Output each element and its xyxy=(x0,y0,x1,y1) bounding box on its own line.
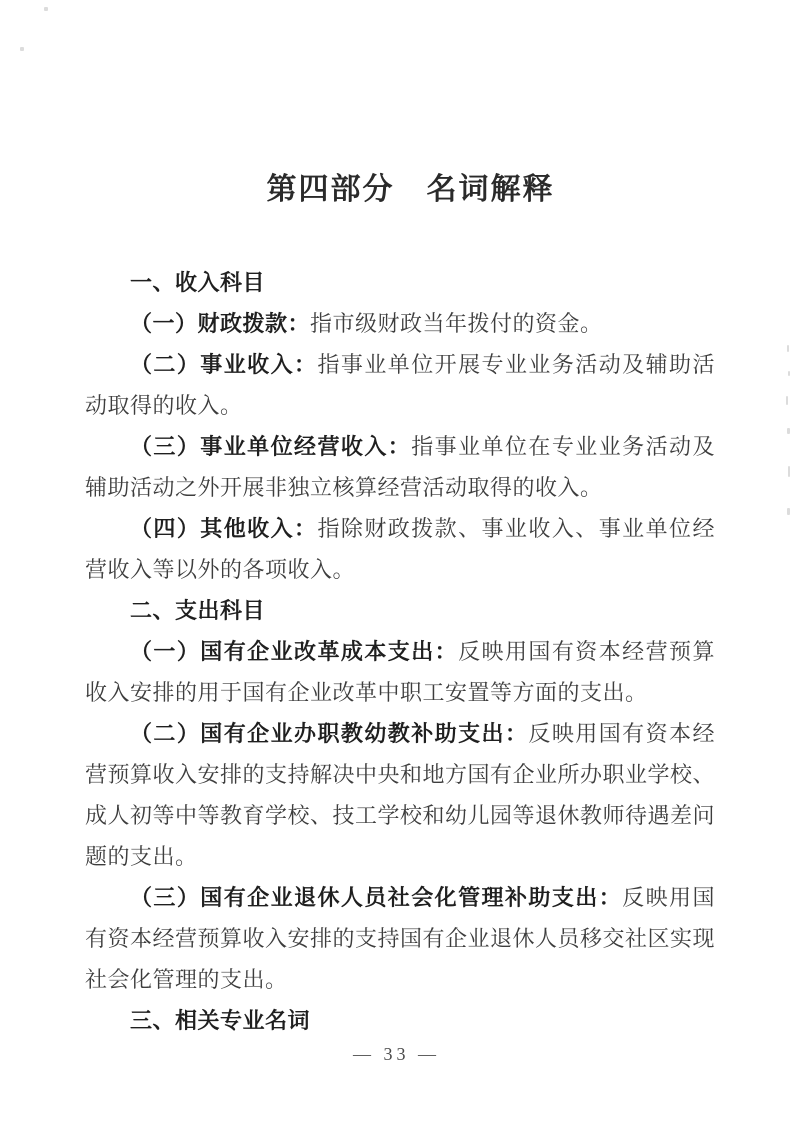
section-heading-professional-terms: 三、相关专业名词 xyxy=(130,1008,311,1033)
term-label: （三）国有企业退休人员社会化管理补助支出： xyxy=(130,885,623,910)
scan-artifact xyxy=(787,508,790,515)
term-definition: 指市级财政当年拨付的资金。 xyxy=(310,311,603,336)
scan-artifact xyxy=(44,7,48,11)
term-label: （三）事业单位经营收入： xyxy=(130,434,412,459)
scan-artifact xyxy=(20,47,24,51)
term-label: （一）财政拨款： xyxy=(130,311,311,336)
page-title: 第四部分 名词解释 xyxy=(266,173,555,206)
term-item xyxy=(85,303,715,344)
term-item xyxy=(85,344,715,426)
scan-artifact xyxy=(788,371,790,376)
content-area xyxy=(85,262,715,1041)
section-heading-expenditure: 二、支出科目 xyxy=(130,598,266,623)
scan-artifact xyxy=(787,345,789,352)
term-definition: 指事业单位在专业业务活动及辅助活动之外开展非独立核算经营活动取得的收入。 xyxy=(85,434,715,500)
term-item xyxy=(85,426,715,508)
term-item xyxy=(85,631,715,713)
section-heading-income: 一、收入科目 xyxy=(130,270,266,295)
scan-artifact xyxy=(786,396,788,405)
term-definition: 指除财政拨款、事业收入、事业单位经营收入等以外的各项收入。 xyxy=(85,516,715,582)
term-item xyxy=(85,877,715,1000)
term-label: （四）其他收入： xyxy=(130,516,318,541)
term-definition: 反映用国有资本经营预算收入安排的支持解决中央和地方国有企业所办职业学校、成人初等中等教育学校、技工学校和幼儿园等退休教师待遇差问题的支出。 xyxy=(85,721,716,869)
page-number: — 33 — xyxy=(353,1044,440,1064)
term-definition: 反映用国有资本经营预算收入安排的支持国有企业退休人员移交社区实现社会化管理的支出。 xyxy=(85,885,716,992)
term-definition: 反映用国有资本经营预算收入安排的用于国有企业改革中职工安置等方面的支出。 xyxy=(85,639,715,705)
term-item xyxy=(85,508,715,590)
term-item xyxy=(85,713,715,877)
term-definition: 指事业单位开展专业业务活动及辅助活动取得的收入。 xyxy=(85,352,715,418)
scan-artifact xyxy=(788,466,790,477)
term-label: （一）国有企业改革成本支出： xyxy=(130,639,459,664)
term-label: （二）国有企业办职教幼教补助支出： xyxy=(130,721,529,746)
scan-artifact xyxy=(787,428,790,434)
term-label: （二）事业收入： xyxy=(130,352,318,377)
